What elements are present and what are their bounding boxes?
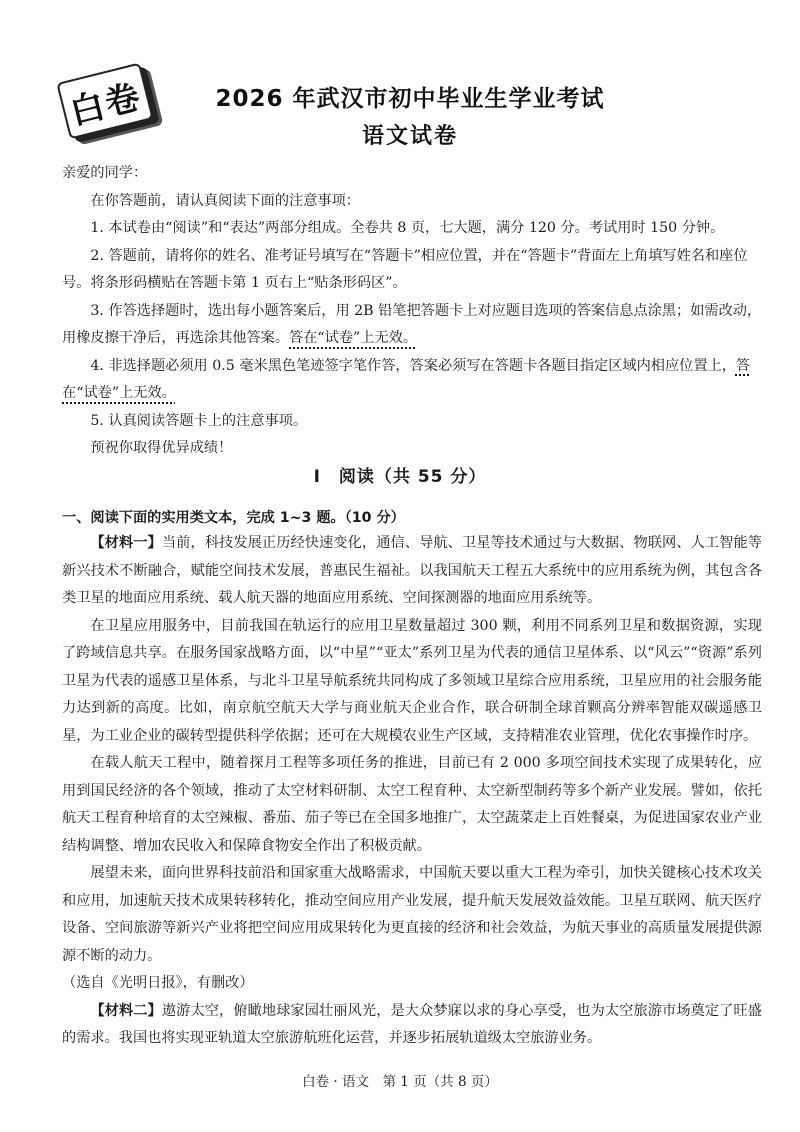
material1-paragraph-4: 展望未来，面向世界科技前沿和国家重大战略需求，中国航天要以重大工程为牵引，加快关键核心技术攻关和应用，加速航天技术成果转移转化，推动空间应用产业发展，提升航天发展效益效能。卫星互联网、航天医疗设备、空间旅游等新兴产业将把空间应用成果转化为更直接的经济和社会效益，为航天事业的高质量发展提供源源不断的动力。 [62,865,762,964]
notice-intro: 在你答题前，请认真阅读下面的注意事项： [90,192,360,209]
material2-p1-text: 遨游太空，俯瞰地球家园壮丽风光，是大众梦寐以求的身心享受，也为太空旅游市场奠定了旺盛的需求。我国也将实现亚轨道太空旅游航班化运营，并逐步拓展轨道级太空旅游业务。 [62,1002,762,1046]
notice-wish: 预祝你取得优异成绩！ [90,440,233,456]
notice-item-3-emphasis: 答在“试卷”上无效。 [289,330,418,346]
exam-title: 2026 年武汉市初中毕业生学业考试 [215,86,605,112]
notice-item-1: 1. 本试卷由“阅读”和“表达”两部分组成。全卷共 8 页，七大题，满分 120 分。考试用时 150 分钟。 [90,220,725,236]
material2-label: 【材料二】 [90,1002,162,1019]
notice-block [62,160,762,463]
exam-subtitle: 语文试卷 [361,124,458,149]
page-footer: 白卷 · 语文 第 1 页（共 8 页） [302,1074,498,1090]
material1-paragraph-1 [62,530,762,613]
section-heading: Ⅰ 阅读（共 55 分） [313,467,487,487]
notice-item-4-emphasis: 答在“试卷”上无效。 [62,357,751,401]
notice-item-4 [62,353,762,408]
notice-item-4-text: 4. 非选择题必须用 0.5 毫米黑色笔迹签字笔作答，答案必须写在答题卡各题目指定区域内相应位置上， [90,357,736,374]
question-heading: 一、阅读下面的实用类文本，完成 1~3 题。（10 分） [62,510,405,526]
material1-paragraph-2: 在卫星应用服务中，目前我国在轨运行的应用卫星数量超过 300 颗，利用不同系列卫星和数据资源，实现了跨域信息共享。在服务国家战略方面，以“中星”“亚太”系列卫星为代表的通信卫星体系、以“风云”“资源”系列卫星为代表的遥感卫星体系，与北斗卫星导航系统共同构成了多领域卫星综合应用系统，卫星应用的社会服务能力达到新的高度。比如，南京航空航天大学与商业航天企业合作，联合研制全球首颗高分辨率智能双碳遥感卫星，为工业企业的碳转型提供科学依据；还可在大规模农业生产区域，支持精准农业管理，优化农事操作时序。 [62,617,762,744]
notice-greeting: 亲爱的同学： [62,165,148,181]
material1-p1-text: 当前，科技发展正历经快速变化，通信、导航、卫星等技术通过与大数据、物联网、人工智能等新兴技术不断融合，赋能空间技术发展，普惠民生福祉。以我国航天工程五大系统中的应用系统为例，其包含各类卫星的地面应用系统、载人航天器的地面应用系统、空间探测器的地面应用系统等。 [62,535,762,606]
reading-passage [62,530,762,1053]
notice-item-3 [62,298,762,353]
material1-paragraph-3: 在载人航天工程中，随着探月工程等多项任务的推进，目前已有 2 000 多项空间技术实现了成果转化，应用到国民经济的各个领域，推动了太空材料研制、太空工程育种、太空新型制药等多个新产业发展。譬如，依托航天工程育种培育的太空辣椒、番茄、茄子等已在全国多地推广，太空蔬菜走上百姓餐桌，为促进国家农业产业结构调整、增加农民收入和保障食物安全作出了积极贡献。 [62,755,762,854]
notice-item-3-text: 3. 作答选择题时，选出每小题答案后，用 2B 铅笔把答题卡上对应题目选项的答案信息点涂黑；如需改动，用橡皮擦干净后，再选涂其他答案。 [62,302,762,346]
material2-paragraph-1 [62,998,762,1053]
material1-source: （选自《光明日报》，有删改） [62,975,254,991]
notice-item-2: 2. 答题前，请将你的姓名、准考证号填写在“答题卡”相应位置，并在“答题卡”背面左上角填写姓名和座位号。将条形码横贴在答题卡第 1 页右上“贴条形码区”。 [62,247,748,291]
material1-label: 【材料一】 [90,535,162,551]
notice-item-5: 5. 认真阅读答题卡上的注意事项。 [90,412,308,429]
paper-badge: 白卷 [56,62,153,139]
